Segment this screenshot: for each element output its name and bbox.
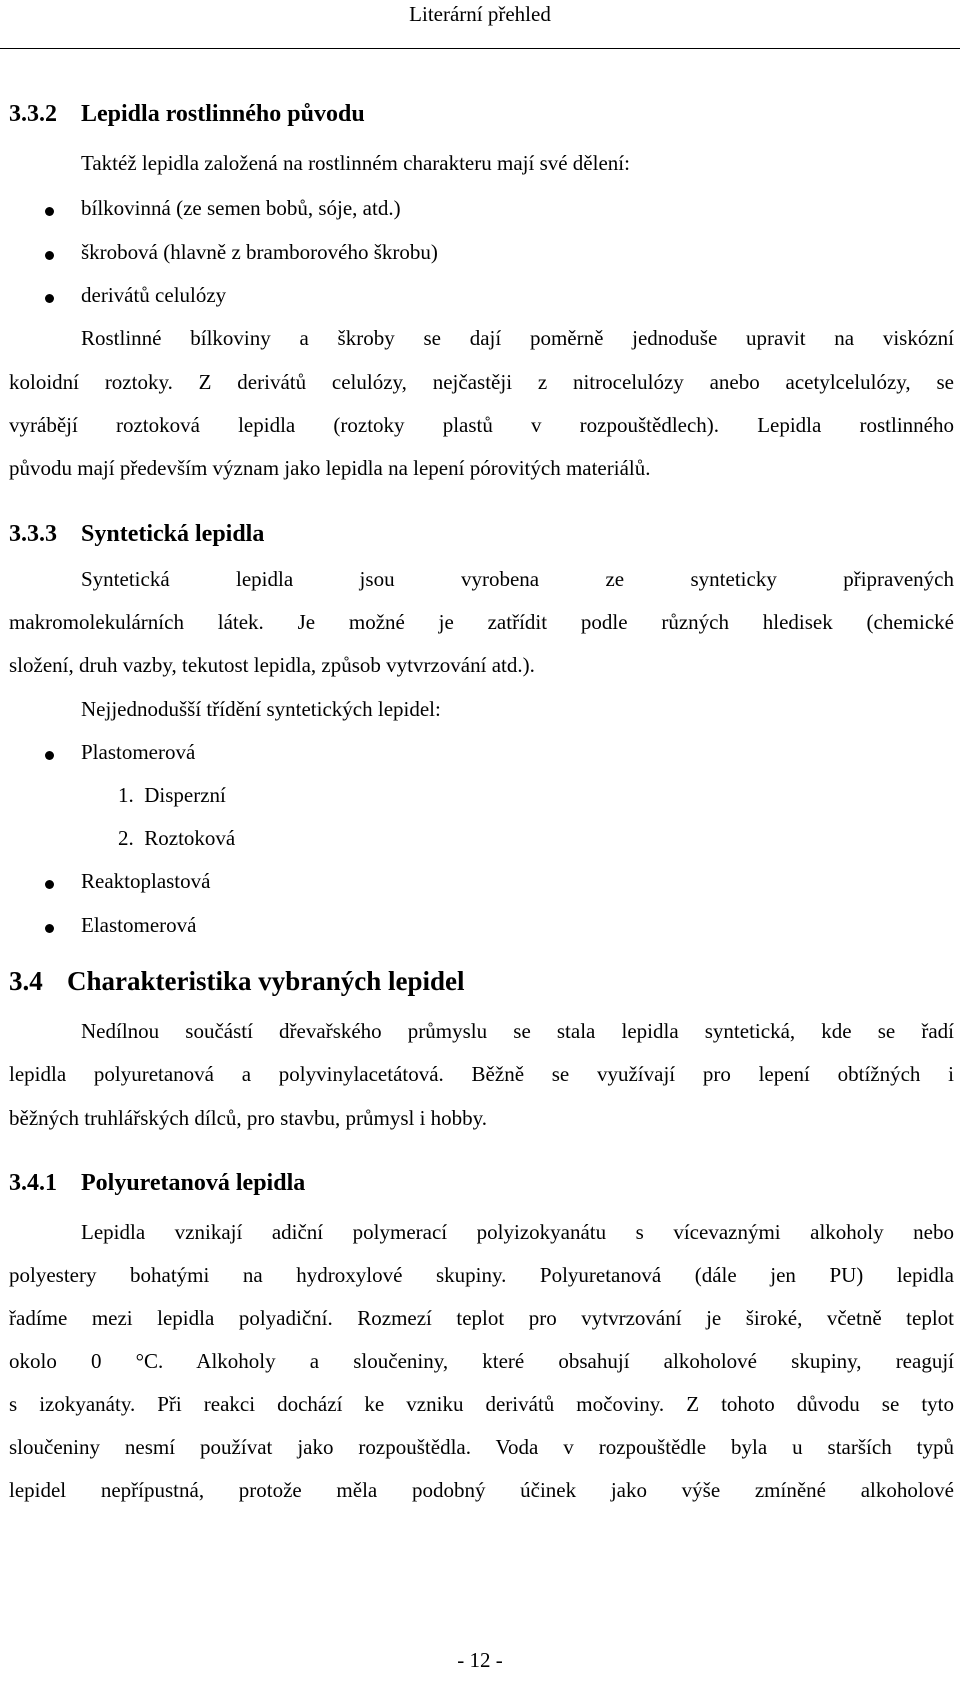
bullet-dot-icon <box>45 294 54 303</box>
list-item: Elastomerová <box>81 913 197 937</box>
list-item: Plastomerová <box>81 740 196 764</box>
section-3-3-2-title: Lepidla rostlinného původu <box>81 101 365 127</box>
list-item: škrobová (hlavně z bramborového škrobu) <box>81 240 438 264</box>
paragraph-line: vyrábějí roztoková lepidla (roztoky plastů v rozpouštědlech). Lepidla rostlinného <box>9 413 954 437</box>
paragraph-line: Syntetická lepidla jsou vyrobena ze synteticky připravených <box>81 567 954 591</box>
section-3-4-title: Charakteristika vybraných lepidel <box>67 966 465 996</box>
section-3-3-2-number: 3.3.2 <box>9 101 57 127</box>
paragraph-line: složení, druh vazby, tekutost lepidla, způsob vytvrzování atd.). <box>9 653 535 677</box>
paragraph-line: původu mají především význam jako lepidla na lepení pórovitých materiálů. <box>9 456 651 480</box>
header-rule <box>0 48 960 49</box>
paragraph-line: koloidní roztoky. Z derivátů celulózy, nejčastěji z nitrocelulózy anebo acetylcelulózy, se <box>9 370 954 394</box>
paragraph-line: s izokyanáty. Při reakci dochází ke vzniku derivátů močoviny. Z tohoto důvodu se tyto <box>9 1392 954 1416</box>
list-item: bílkovinná (ze semen bobů, sóje, atd.) <box>81 196 401 220</box>
list-item: derivátů celulózy <box>81 283 227 307</box>
paragraph-line: běžných truhlářských dílců, pro stavbu, průmysl i hobby. <box>9 1106 488 1130</box>
sub-list-item: 2. Roztoková <box>118 826 236 850</box>
bullet-dot-icon <box>45 880 54 889</box>
section-3-4-1-title: Polyuretanová lepidla <box>81 1170 306 1196</box>
paragraph-line: sloučeniny nesmí používat jako rozpouštědla. Voda v rozpouštědle byla u starších typů <box>9 1435 954 1459</box>
paragraph-line: lepidla polyuretanová a polyvinylacetátová. Běžně se využívají pro lepení obtížných i <box>9 1062 954 1086</box>
bullet-dot-icon <box>45 751 54 760</box>
running-header: Literární přehled <box>409 2 551 26</box>
section-3-4-1-number: 3.4.1 <box>9 1170 57 1196</box>
section-3-3-2-intro: Taktéž lepidla založená na rostlinném charakteru mají své dělení: <box>81 151 630 175</box>
bullet-dot-icon <box>45 251 54 260</box>
bullet-dot-icon <box>45 924 54 933</box>
paragraph-line: Lepidla vznikají adiční polymerací polyizokyanátu s vícevaznými alkoholy nebo <box>81 1220 954 1244</box>
paragraph-line: řadíme mezi lepidla polyadiční. Rozmezí teplot pro vytvrzování je široké, včetně teplot <box>9 1306 954 1330</box>
paragraph-line: makromolekulárních látek. Je možné je zatřídit podle různých hledisek (chemické <box>9 610 954 634</box>
section-3-3-3-number: 3.3.3 <box>9 521 57 547</box>
paragraph-line: Rostlinné bílkoviny a škroby se dají poměrně jednoduše upravit na viskózní <box>81 326 954 350</box>
list-item: Reaktoplastová <box>81 869 211 893</box>
page-number: - 12 - <box>457 1648 503 1672</box>
section-3-3-3-title: Syntetická lepidla <box>81 521 265 547</box>
paragraph-line: polyestery bohatými na hydroxylové skupiny. Polyuretanová (dále jen PU) lepidla <box>9 1263 954 1287</box>
section-3-4-number: 3.4 <box>9 966 43 996</box>
paragraph-line: Nedílnou součástí dřevařského průmyslu se stala lepidla syntetická, kde se řadí <box>81 1019 954 1043</box>
bullet-dot-icon <box>45 207 54 216</box>
sub-list-item: 1. Disperzní <box>118 783 226 807</box>
paragraph-line: okolo 0 °C. Alkoholy a sloučeniny, které obsahují alkoholové skupiny, reagují <box>9 1349 954 1373</box>
list-intro: Nejjednodušší třídění syntetických lepidel: <box>81 697 441 721</box>
paragraph-line: lepidel nepřípustná, protože měla podobný účinek jako výše zmíněné alkoholové <box>9 1478 954 1502</box>
